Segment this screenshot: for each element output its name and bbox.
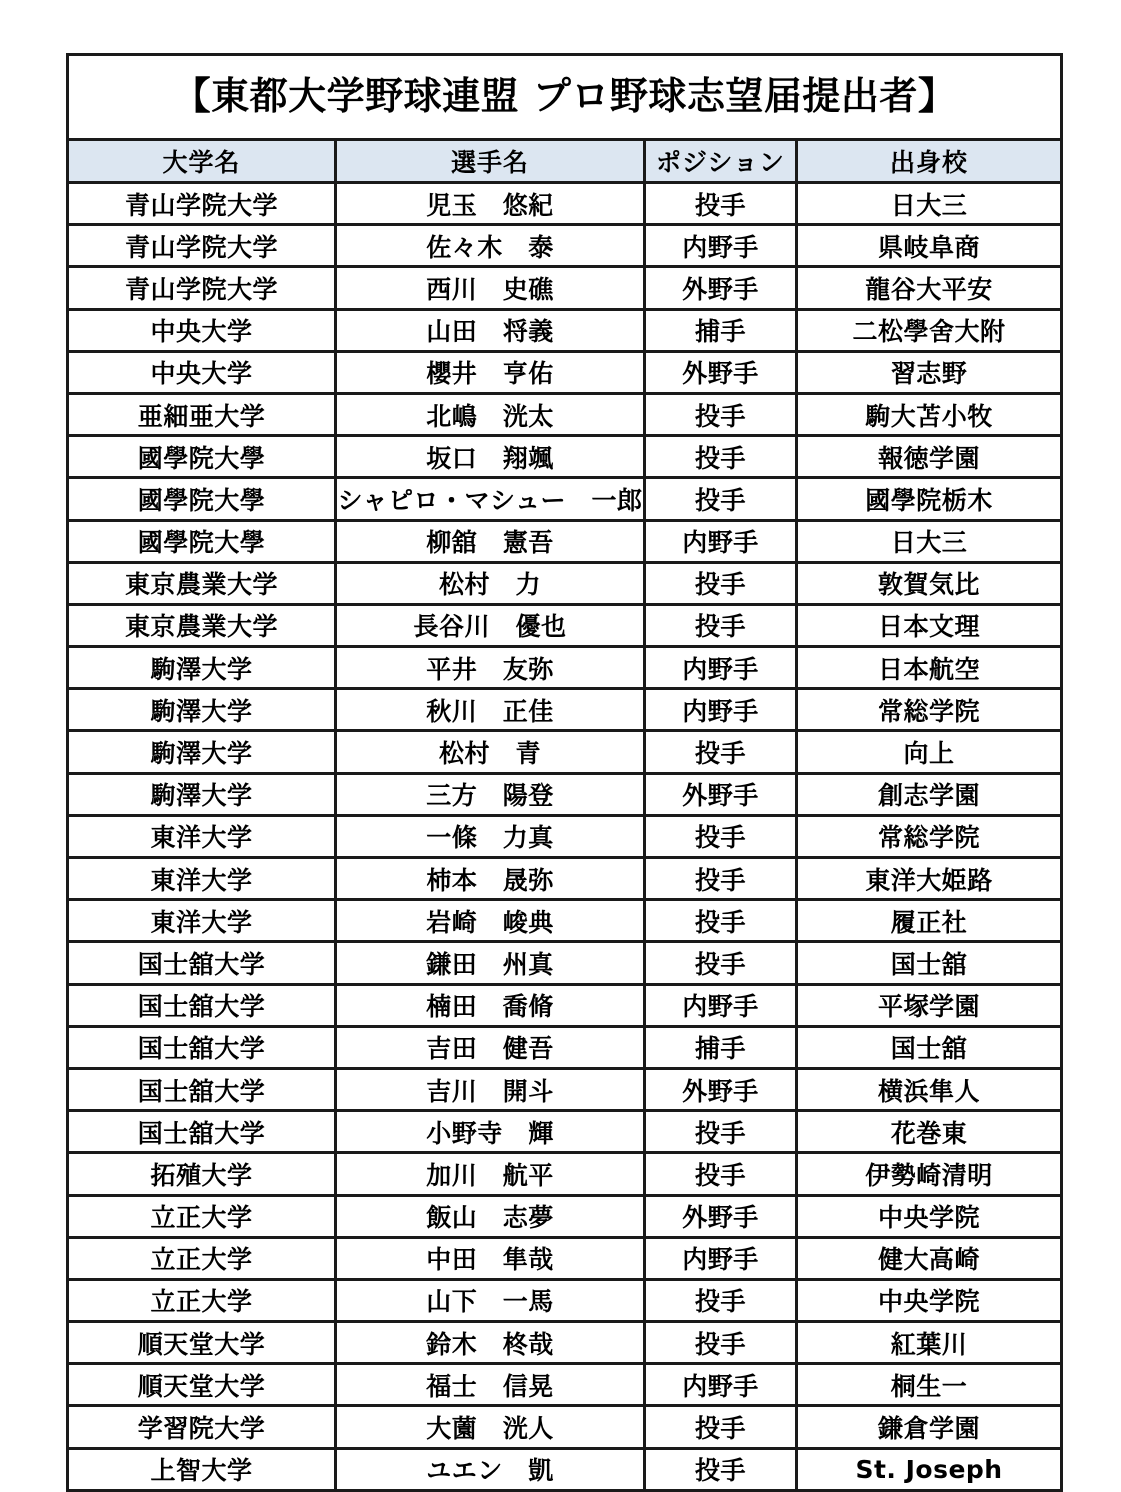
table-row	[68, 1195, 1062, 1237]
cell-player: 鈴木 柊哉	[336, 1322, 645, 1364]
cell-school: 東洋大姫路	[797, 858, 1062, 900]
cell-player: 加川 航平	[336, 1153, 645, 1195]
cell-position: 投手	[645, 1322, 797, 1364]
cell-player: 岩崎 峻典	[336, 900, 645, 942]
cell-school: 創志学園	[797, 773, 1062, 815]
cell-school: 國學院栃木	[797, 478, 1062, 520]
table-row	[68, 858, 1062, 900]
cell-position: 外野手	[645, 773, 797, 815]
cell-school: 県岐阜商	[797, 225, 1062, 267]
cell-university: 中央大学	[68, 351, 336, 393]
column-header-row	[68, 140, 1062, 183]
table-row	[68, 689, 1062, 731]
cell-position: 投手	[645, 1406, 797, 1448]
cell-player: 北嶋 洸太	[336, 393, 645, 435]
cell-university: 学習院大学	[68, 1406, 336, 1448]
cell-player: 秋川 正佳	[336, 689, 645, 731]
cell-position: 内野手	[645, 1364, 797, 1406]
cell-player: 山田 将義	[336, 309, 645, 351]
cell-player: 柿本 晟弥	[336, 858, 645, 900]
cell-player: 松村 力	[336, 562, 645, 604]
table-row	[68, 1237, 1062, 1279]
table-row	[68, 478, 1062, 520]
cell-player: 楠田 喬脩	[336, 984, 645, 1026]
table-row	[68, 351, 1062, 393]
table-row	[68, 1153, 1062, 1195]
cell-university: 國學院大學	[68, 478, 336, 520]
cell-university: 上智大学	[68, 1448, 336, 1490]
cell-university: 中央大学	[68, 309, 336, 351]
table-row	[68, 815, 1062, 857]
cell-university: 駒澤大学	[68, 773, 336, 815]
cell-school: 習志野	[797, 351, 1062, 393]
cell-school: 中央学院	[797, 1195, 1062, 1237]
cell-school: 日大三	[797, 520, 1062, 562]
table-row	[68, 942, 1062, 984]
cell-school: 履正社	[797, 900, 1062, 942]
cell-position: 内野手	[645, 520, 797, 562]
cell-school: 国士舘	[797, 1026, 1062, 1068]
cell-position: 投手	[645, 1153, 797, 1195]
table-row	[68, 1068, 1062, 1110]
page-title: 【東都大学野球連盟 プロ野球志望届提出者】	[68, 55, 1062, 140]
cell-school: 花巻東	[797, 1111, 1062, 1153]
cell-position: 投手	[645, 393, 797, 435]
cell-player: 飯山 志夢	[336, 1195, 645, 1237]
cell-university: 国士舘大学	[68, 984, 336, 1026]
cell-player: 坂口 翔颯	[336, 436, 645, 478]
table-row	[68, 183, 1062, 225]
title-row	[68, 55, 1062, 140]
cell-school: 二松學舍大附	[797, 309, 1062, 351]
cell-position: 投手	[645, 815, 797, 857]
cell-university: 青山学院大学	[68, 267, 336, 309]
table-row	[68, 1406, 1062, 1448]
cell-school: 伊勢崎清明	[797, 1153, 1062, 1195]
table-row	[68, 1111, 1062, 1153]
cell-player: 櫻井 亨佑	[336, 351, 645, 393]
cell-university: 東洋大学	[68, 900, 336, 942]
cell-player: 三方 陽登	[336, 773, 645, 815]
cell-university: 東京農業大学	[68, 604, 336, 646]
cell-school: 桐生一	[797, 1364, 1062, 1406]
cell-school: St. Joseph	[797, 1448, 1062, 1490]
cell-school: 日本文理	[797, 604, 1062, 646]
cell-position: 投手	[645, 900, 797, 942]
cell-university: 亜細亜大学	[68, 393, 336, 435]
cell-position: 外野手	[645, 1068, 797, 1110]
table-row	[68, 436, 1062, 478]
cell-position: 投手	[645, 1448, 797, 1490]
table-row	[68, 1279, 1062, 1321]
cell-position: 内野手	[645, 647, 797, 689]
cell-player: 山下 一馬	[336, 1279, 645, 1321]
cell-university: 東洋大学	[68, 858, 336, 900]
cell-school: 中央学院	[797, 1279, 1062, 1321]
cell-player: シャピロ・マシュー 一郎	[336, 478, 645, 520]
cell-university: 駒澤大学	[68, 647, 336, 689]
cell-position: 外野手	[645, 351, 797, 393]
cell-position: 外野手	[645, 1195, 797, 1237]
cell-school: 龍谷大平安	[797, 267, 1062, 309]
table-row	[68, 647, 1062, 689]
cell-school: 常総学院	[797, 689, 1062, 731]
cell-player: 西川 史礁	[336, 267, 645, 309]
cell-school: 鎌倉学園	[797, 1406, 1062, 1448]
cell-player: 大薗 洸人	[336, 1406, 645, 1448]
cell-position: 外野手	[645, 267, 797, 309]
cell-position: 内野手	[645, 225, 797, 267]
cell-school: 紅葉川	[797, 1322, 1062, 1364]
cell-university: 青山学院大学	[68, 183, 336, 225]
cell-position: 投手	[645, 478, 797, 520]
cell-university: 駒澤大学	[68, 689, 336, 731]
cell-school: 敦賀気比	[797, 562, 1062, 604]
cell-university: 国士舘大学	[68, 1026, 336, 1068]
column-header-position: ポジション	[645, 140, 797, 183]
cell-position: 投手	[645, 1111, 797, 1153]
cell-university: 立正大学	[68, 1237, 336, 1279]
cell-university: 駒澤大学	[68, 731, 336, 773]
column-header-school: 出身校	[797, 140, 1062, 183]
cell-university: 立正大学	[68, 1279, 336, 1321]
table-row	[68, 604, 1062, 646]
cell-university: 拓殖大学	[68, 1153, 336, 1195]
cell-player: 長谷川 優也	[336, 604, 645, 646]
cell-position: 投手	[645, 731, 797, 773]
cell-position: 内野手	[645, 689, 797, 731]
table-row	[68, 267, 1062, 309]
cell-university: 国士舘大学	[68, 942, 336, 984]
cell-position: 投手	[645, 858, 797, 900]
table-row	[68, 900, 1062, 942]
cell-player: 佐々木 泰	[336, 225, 645, 267]
cell-school: 報徳学園	[797, 436, 1062, 478]
cell-school: 駒大苫小牧	[797, 393, 1062, 435]
cell-school: 横浜隼人	[797, 1068, 1062, 1110]
cell-player: 松村 青	[336, 731, 645, 773]
cell-university: 順天堂大学	[68, 1364, 336, 1406]
cell-university: 国士舘大学	[68, 1111, 336, 1153]
cell-school: 国士舘	[797, 942, 1062, 984]
cell-position: 投手	[645, 183, 797, 225]
cell-university: 東洋大学	[68, 815, 336, 857]
cell-player: 児玉 悠紀	[336, 183, 645, 225]
cell-player: 鎌田 州真	[336, 942, 645, 984]
cell-university: 順天堂大学	[68, 1322, 336, 1364]
table-row	[68, 1364, 1062, 1406]
table-row	[68, 984, 1062, 1026]
column-header-university: 大学名	[68, 140, 336, 183]
cell-position: 内野手	[645, 1237, 797, 1279]
cell-player: 小野寺 輝	[336, 1111, 645, 1153]
cell-position: 投手	[645, 562, 797, 604]
cell-position: 投手	[645, 942, 797, 984]
cell-school: 日本航空	[797, 647, 1062, 689]
table-row	[68, 773, 1062, 815]
cell-player: 平井 友弥	[336, 647, 645, 689]
cell-position: 投手	[645, 436, 797, 478]
cell-position: 内野手	[645, 984, 797, 1026]
cell-player: 柳舘 憲吾	[336, 520, 645, 562]
cell-player: ユエン 凱	[336, 1448, 645, 1490]
cell-player: 一條 力真	[336, 815, 645, 857]
table-row	[68, 309, 1062, 351]
roster-table-container	[66, 53, 1060, 1492]
cell-university: 国士舘大学	[68, 1068, 336, 1110]
table-row	[68, 1026, 1062, 1068]
cell-school: 平塚学園	[797, 984, 1062, 1026]
cell-position: 捕手	[645, 309, 797, 351]
table-row	[68, 562, 1062, 604]
table-row	[68, 393, 1062, 435]
cell-player: 福士 信晃	[336, 1364, 645, 1406]
table-row	[68, 731, 1062, 773]
roster-table	[66, 53, 1063, 1492]
cell-school: 健大高崎	[797, 1237, 1062, 1279]
cell-position: 投手	[645, 604, 797, 646]
table-row	[68, 225, 1062, 267]
table-row	[68, 520, 1062, 562]
cell-player: 吉川 開斗	[336, 1068, 645, 1110]
cell-school: 向上	[797, 731, 1062, 773]
cell-position: 投手	[645, 1279, 797, 1321]
cell-position: 捕手	[645, 1026, 797, 1068]
cell-player: 中田 隼哉	[336, 1237, 645, 1279]
table-row	[68, 1448, 1062, 1490]
cell-university: 東京農業大学	[68, 562, 336, 604]
cell-university: 國學院大學	[68, 520, 336, 562]
cell-university: 青山学院大学	[68, 225, 336, 267]
cell-school: 常総学院	[797, 815, 1062, 857]
column-header-player: 選手名	[336, 140, 645, 183]
table-row	[68, 1322, 1062, 1364]
cell-school: 日大三	[797, 183, 1062, 225]
cell-player: 吉田 健吾	[336, 1026, 645, 1068]
cell-university: 立正大学	[68, 1195, 336, 1237]
cell-university: 國學院大學	[68, 436, 336, 478]
